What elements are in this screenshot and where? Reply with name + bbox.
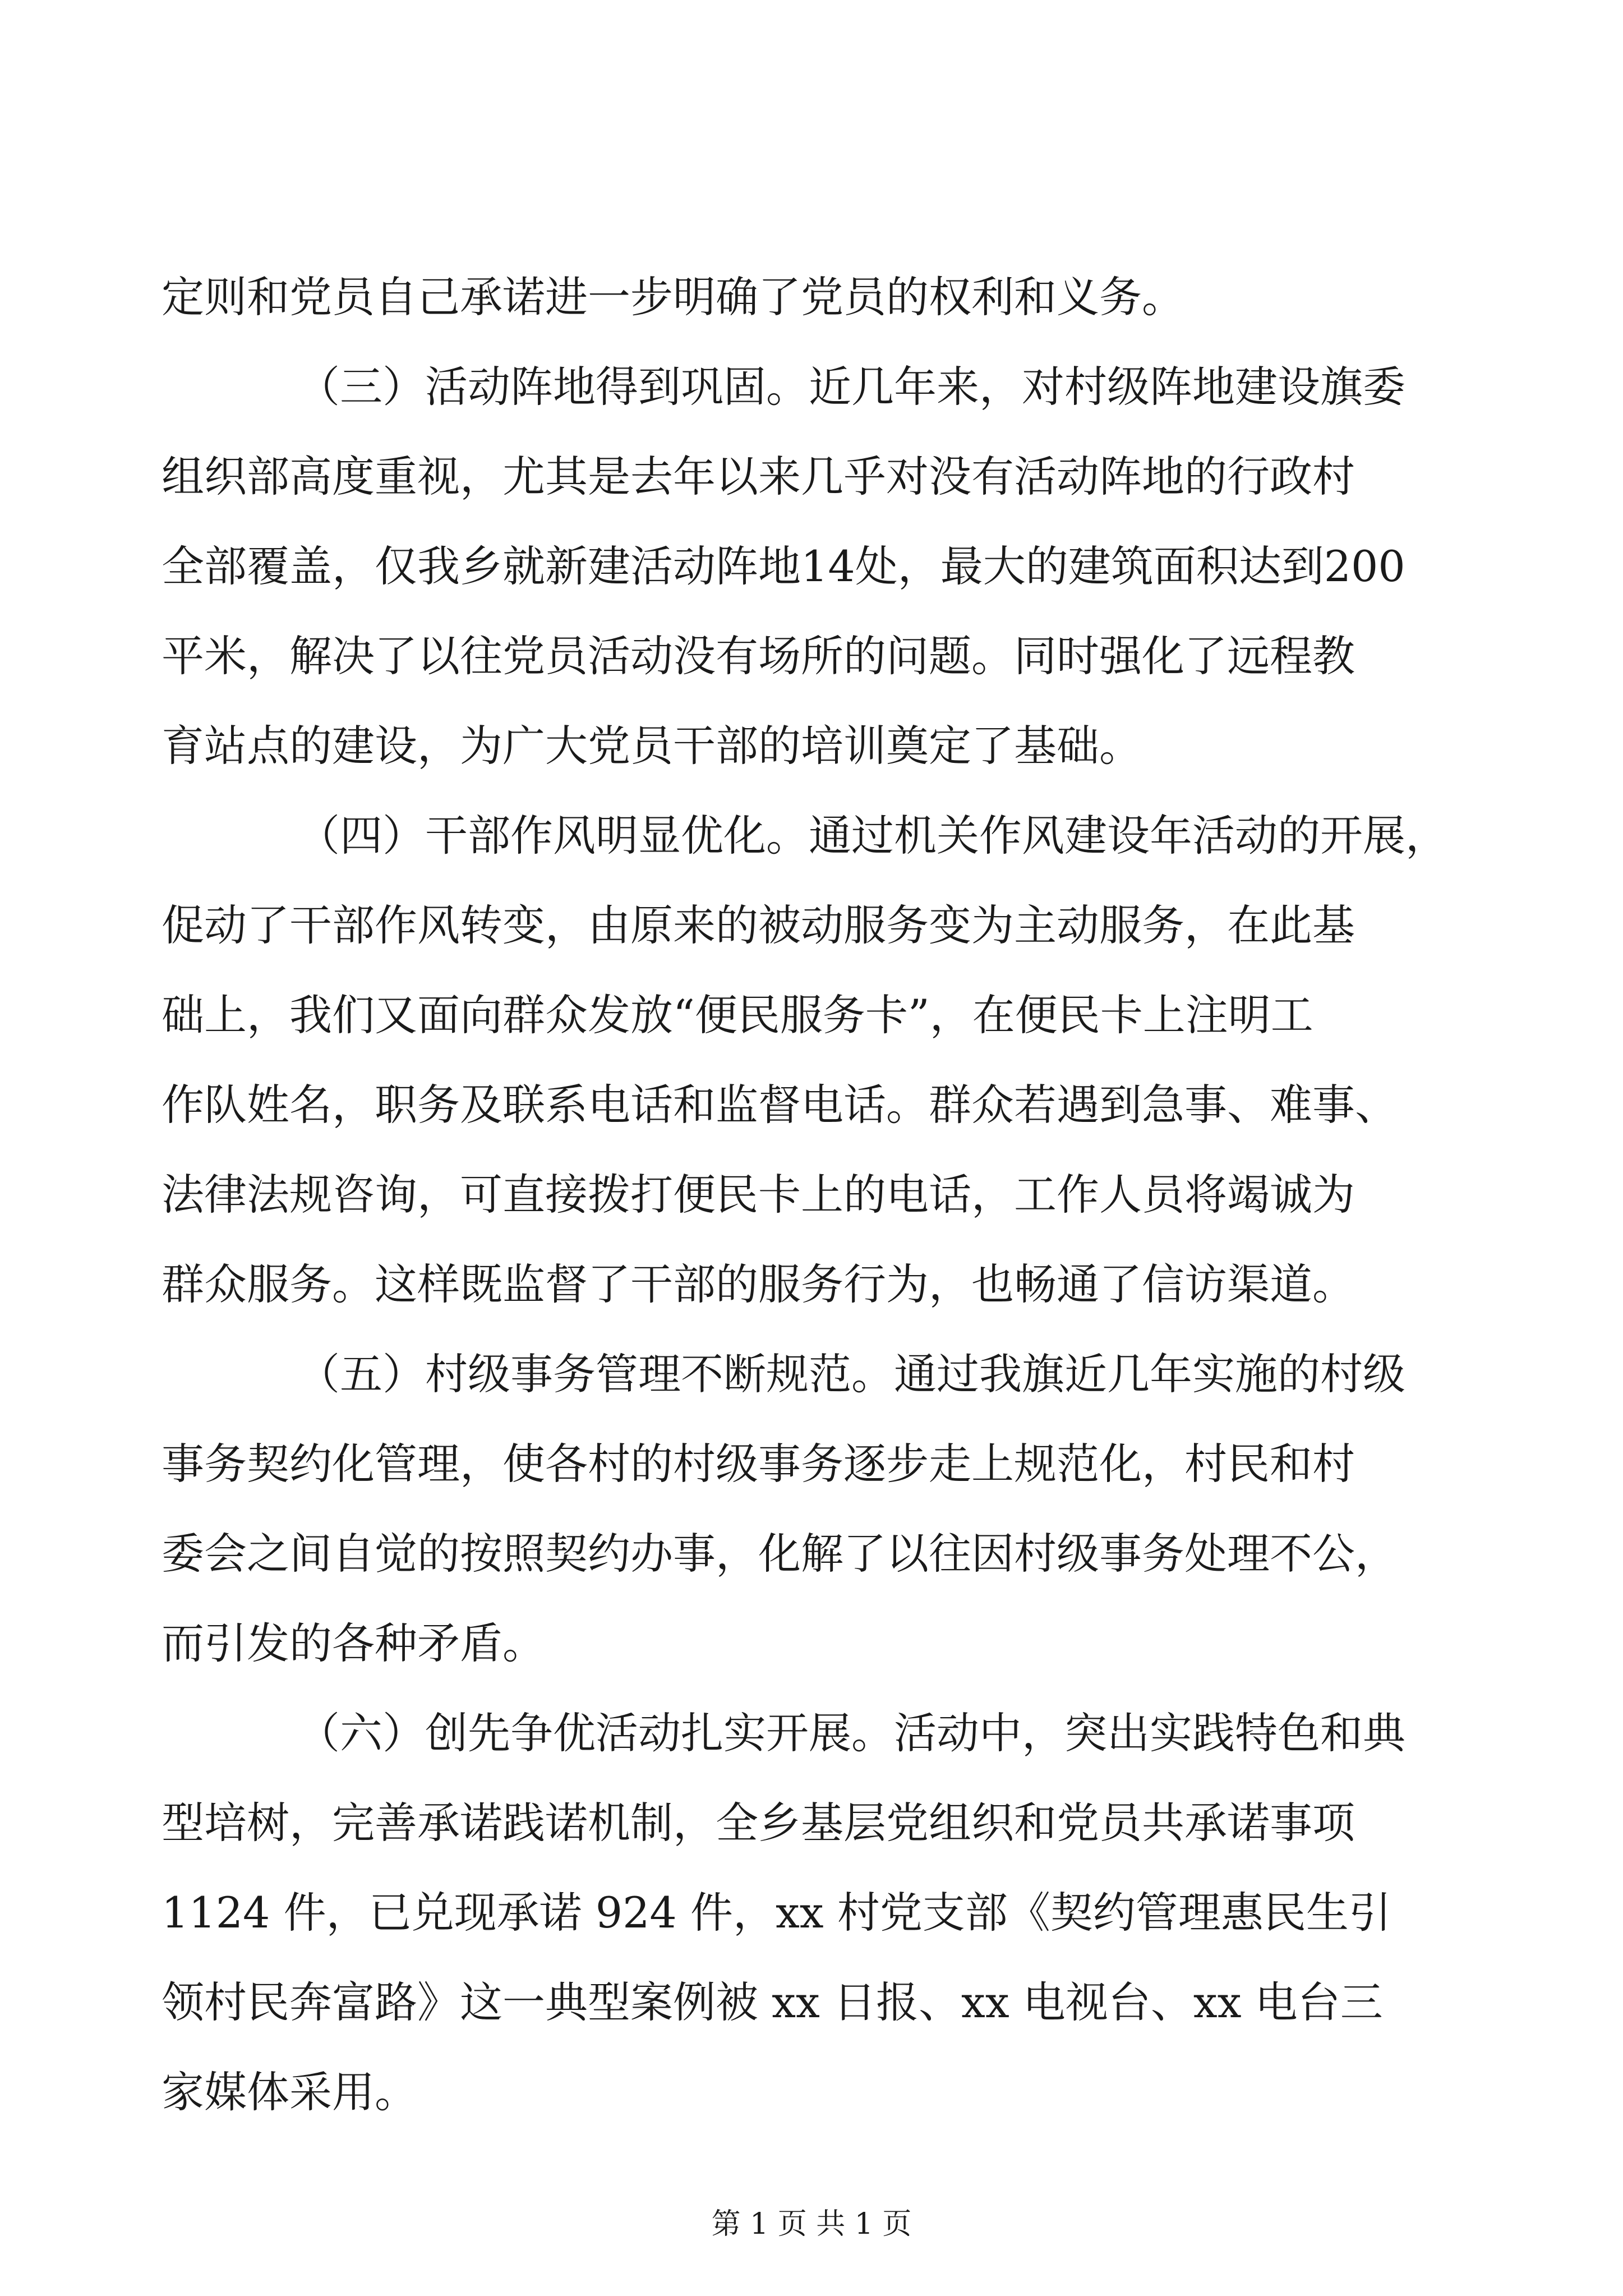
paragraph-4-line-4: 作队姓名，职务及联系电话和监督电话。群众若遇到急事、难事、	[162, 1080, 1398, 1130]
paragraph-4-line-5: 法律法规咨询，可直接拨打便民卡上的电话，工作人员将竭诚为	[162, 1170, 1355, 1220]
paragraph-6-line-5: 家媒体采用。	[162, 2067, 417, 2117]
paragraph-3-line-1: （三）活动阵地得到巩固。近几年来，对村级阵地建设旗委	[297, 362, 1405, 412]
paragraph-4-line-6: 群众服务。这样既监督了干部的服务行为，也畅通了信访渠道。	[162, 1259, 1355, 1309]
paragraph-6-line-3: 1124 件，已兑现承诺 924 件，xx 村党支部《契约管理惠民生引	[162, 1888, 1391, 1938]
text-line-1: 定则和党员自己承诺进一步明确了党员的权利和义务。	[162, 272, 1184, 322]
paragraph-5-line-4: 而引发的各种矛盾。	[162, 1618, 545, 1668]
paragraph-5-line-1: （五）村级事务管理不断规范。通过我旗近几年实施的村级	[297, 1349, 1405, 1399]
paragraph-3-line-2: 组织部高度重视，尤其是去年以来几乎对没有活动阵地的行政村	[162, 452, 1355, 501]
paragraph-6-line-4: 领村民奔富路》这一典型案例被 xx 日报、xx 电视台、xx 电台三	[162, 1977, 1383, 2027]
paragraph-6-line-2: 型培树，完善承诺践诺机制，全乡基层党组织和党员共承诺事项	[162, 1798, 1355, 1848]
paragraph-5-line-3: 委会之间自觉的按照契约办事，化解了以往因村级事务处理不公，	[162, 1529, 1398, 1579]
paragraph-4-line-2: 促动了干部作风转变，由原来的被动服务变为主动服务，在此基	[162, 900, 1355, 950]
page-footer: 第 1 页 共 1 页	[711, 2207, 912, 2241]
paragraph-5-line-2: 事务契约化管理，使各村的村级事务逐步走上规范化，村民和村	[162, 1439, 1355, 1489]
paragraph-4-line-3: 础上，我们又面向群众发放“便民服务卡”，在便民卡上注明工	[162, 990, 1313, 1040]
paragraph-4-line-1: （四）干部作风明显优化。通过机关作风建设年活动的开展，	[297, 811, 1448, 861]
paragraph-3-line-4: 平米，解决了以往党员活动没有场所的问题。同时强化了远程教	[162, 631, 1355, 681]
paragraph-6-line-1: （六）创先争优活动扎实开展。活动中，突出实践特色和典	[297, 1708, 1405, 1758]
paragraph-3-line-5: 育站点的建设，为广大党员干部的培训奠定了基础。	[162, 721, 1142, 771]
paragraph-3-line-3: 全部覆盖，仅我乡就新建活动阵地14处，最大的建筑面积达到200	[162, 541, 1405, 591]
